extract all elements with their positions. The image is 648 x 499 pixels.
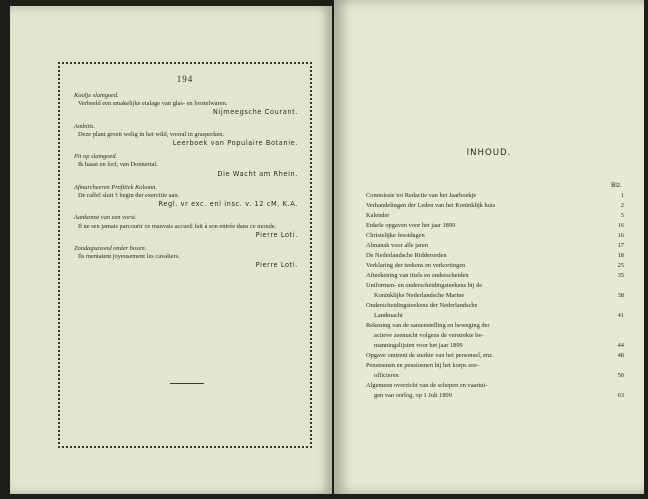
toc-item-title: actieve zeemacht volgens de verstrekte be- — [374, 332, 484, 339]
toc-row — [366, 382, 624, 390]
entry-heading: Pit op slamgoed. — [74, 153, 118, 161]
toc-item-page — [606, 362, 624, 370]
toc-item-title: Koninklijke Nederlandsche Marine — [374, 292, 465, 299]
toc-item-page: 41 — [617, 312, 624, 319]
entry — [74, 92, 298, 117]
entry-source: Nijmeegsche Courant. — [212, 108, 298, 117]
toc-item-title: officieren — [374, 372, 399, 379]
table-of-contents — [366, 192, 624, 402]
toc-item-page: 38 — [617, 292, 624, 299]
toc-row — [366, 362, 624, 370]
toc-item-page — [606, 282, 624, 290]
toc-item-page: 44 — [617, 342, 624, 349]
toc-item-title: Landmacht — [374, 312, 403, 319]
toc-item-page — [606, 332, 624, 340]
entry-heading: Afmarcheeren Profitiek Kolomn. — [74, 183, 157, 191]
toc-item-page: 1 — [620, 192, 624, 199]
toc-item-page: 16 — [617, 222, 624, 229]
toc-row — [366, 272, 624, 280]
toc-row — [366, 262, 624, 270]
right-page — [334, 0, 644, 494]
toc-item-title: Onderscheidingsteekens der Nederlandsche — [366, 302, 478, 309]
toc-item-title: Rekening van de samenstelling en beweging der — [366, 322, 490, 329]
entry — [74, 123, 298, 148]
entry-source: Pierre Loti. — [255, 261, 298, 270]
entry-source: Die Wacht am Rhein. — [217, 169, 298, 178]
toc-item-page: 16 — [617, 232, 624, 239]
toc-item-page: 18 — [617, 252, 624, 259]
toc-item-title: Enkele opgaven voor het jaar 1899 — [366, 222, 456, 229]
entry-list — [74, 92, 298, 276]
toc-item-title: Algemeen overzicht van de schepen en vaartui- — [366, 382, 488, 389]
entry-heading: Koolje slamgoed. — [74, 92, 119, 99]
toc-row — [366, 192, 624, 200]
toc-row — [366, 332, 624, 340]
toc-item-title: Verklaring der teekens en verkortingen — [366, 262, 466, 269]
toc-item-page: 25 — [617, 262, 624, 269]
entry — [74, 214, 298, 239]
entry-text: Il ne sen jamais parcourir ce mauvais accueil fait à son entrée dans ce monde. — [78, 222, 277, 230]
left-page — [10, 6, 332, 494]
toc-item-page: 63 — [617, 392, 624, 399]
toc-item-title: Verhandelingen der Leden van het Koninklijk huis — [366, 202, 496, 209]
entry-source: Leerboek van Populaire Botanie. — [172, 139, 298, 148]
toc-item-page: 17 — [617, 242, 624, 249]
toc-item-title: Pensioenen en pensioenen bij het korps zee- — [366, 362, 479, 369]
toc-title: INHOUD. — [466, 148, 512, 158]
page-number: 194 — [176, 74, 194, 84]
toc-item-title: manningslijsten voor het jaar 1899 — [374, 342, 463, 349]
toc-item-title: Afteekening van titels en onderscheiden — [366, 272, 469, 279]
entry-text: De raffel sluit 't begin der exercitie aan. — [78, 192, 180, 200]
toc-row — [366, 392, 624, 400]
entry-heading: Zondagsavond onder bosen. — [74, 245, 147, 253]
toc-item-title: Uniformen- en onderscheidingsteekens bij de — [366, 282, 483, 289]
toc-row — [366, 352, 624, 360]
toc-item-page: 50 — [617, 372, 624, 379]
toc-row — [366, 292, 624, 300]
entry-heading: Aankomst van een vorst. — [74, 214, 137, 222]
entry-text: Ils mentaient joyeusement les cavaliers. — [78, 253, 180, 261]
toc-item-page: 2 — [620, 202, 624, 209]
entry-text: Deze plant groeit welig in het wild, vooral in grasperken. — [78, 130, 225, 138]
entry-source: Pierre Loti. — [255, 230, 298, 239]
toc-item-title: De Nederlandsche Ridderorden — [366, 252, 447, 259]
entry-source: Regl. vr exc. enl insc. v. 12 cM. K.A. — [158, 200, 298, 209]
entry-heading: Ambitis. — [74, 122, 96, 130]
entry-text: Ik haast en lorf, van Donnertal. — [78, 161, 158, 169]
toc-item-title: Opgave omtrent de sterkte van het personeel, enz. — [366, 352, 494, 359]
toc-row — [366, 242, 624, 250]
entry — [74, 153, 298, 178]
toc-row — [366, 252, 624, 260]
toc-item-page — [606, 322, 624, 330]
toc-item-title: Almanak voor alle jaren — [366, 242, 428, 249]
toc-item-title: gen van oorlog, op 1 Juli 1899 — [374, 392, 452, 399]
toc-item-page — [606, 302, 624, 310]
toc-item-page: 5 — [620, 212, 624, 219]
toc-row — [366, 302, 624, 310]
toc-item-page: 35 — [617, 272, 624, 279]
toc-row — [366, 342, 624, 350]
dotted-frame — [58, 62, 312, 448]
toc-row — [366, 372, 624, 380]
entry — [74, 184, 298, 209]
toc-item-title: Christelijke feestdagen — [366, 232, 425, 239]
toc-row — [366, 222, 624, 230]
toc-row — [366, 312, 624, 320]
divider-rule — [170, 383, 204, 384]
toc-row — [366, 212, 624, 220]
page-column-label: Blz. — [611, 182, 622, 189]
entry — [74, 245, 298, 270]
toc-item-title: Commissie tot Redactie van het Jaarboekje — [366, 192, 477, 199]
toc-item-page: 48 — [617, 352, 624, 359]
toc-row — [366, 282, 624, 290]
toc-item-title: Kalender — [366, 212, 390, 219]
entry-text: Verbeeld een smakelijke etalage van glas- en lorstelwaren. — [78, 100, 228, 108]
toc-row — [366, 232, 624, 240]
toc-row — [366, 322, 624, 330]
toc-item-page — [606, 382, 624, 390]
toc-row — [366, 202, 624, 210]
